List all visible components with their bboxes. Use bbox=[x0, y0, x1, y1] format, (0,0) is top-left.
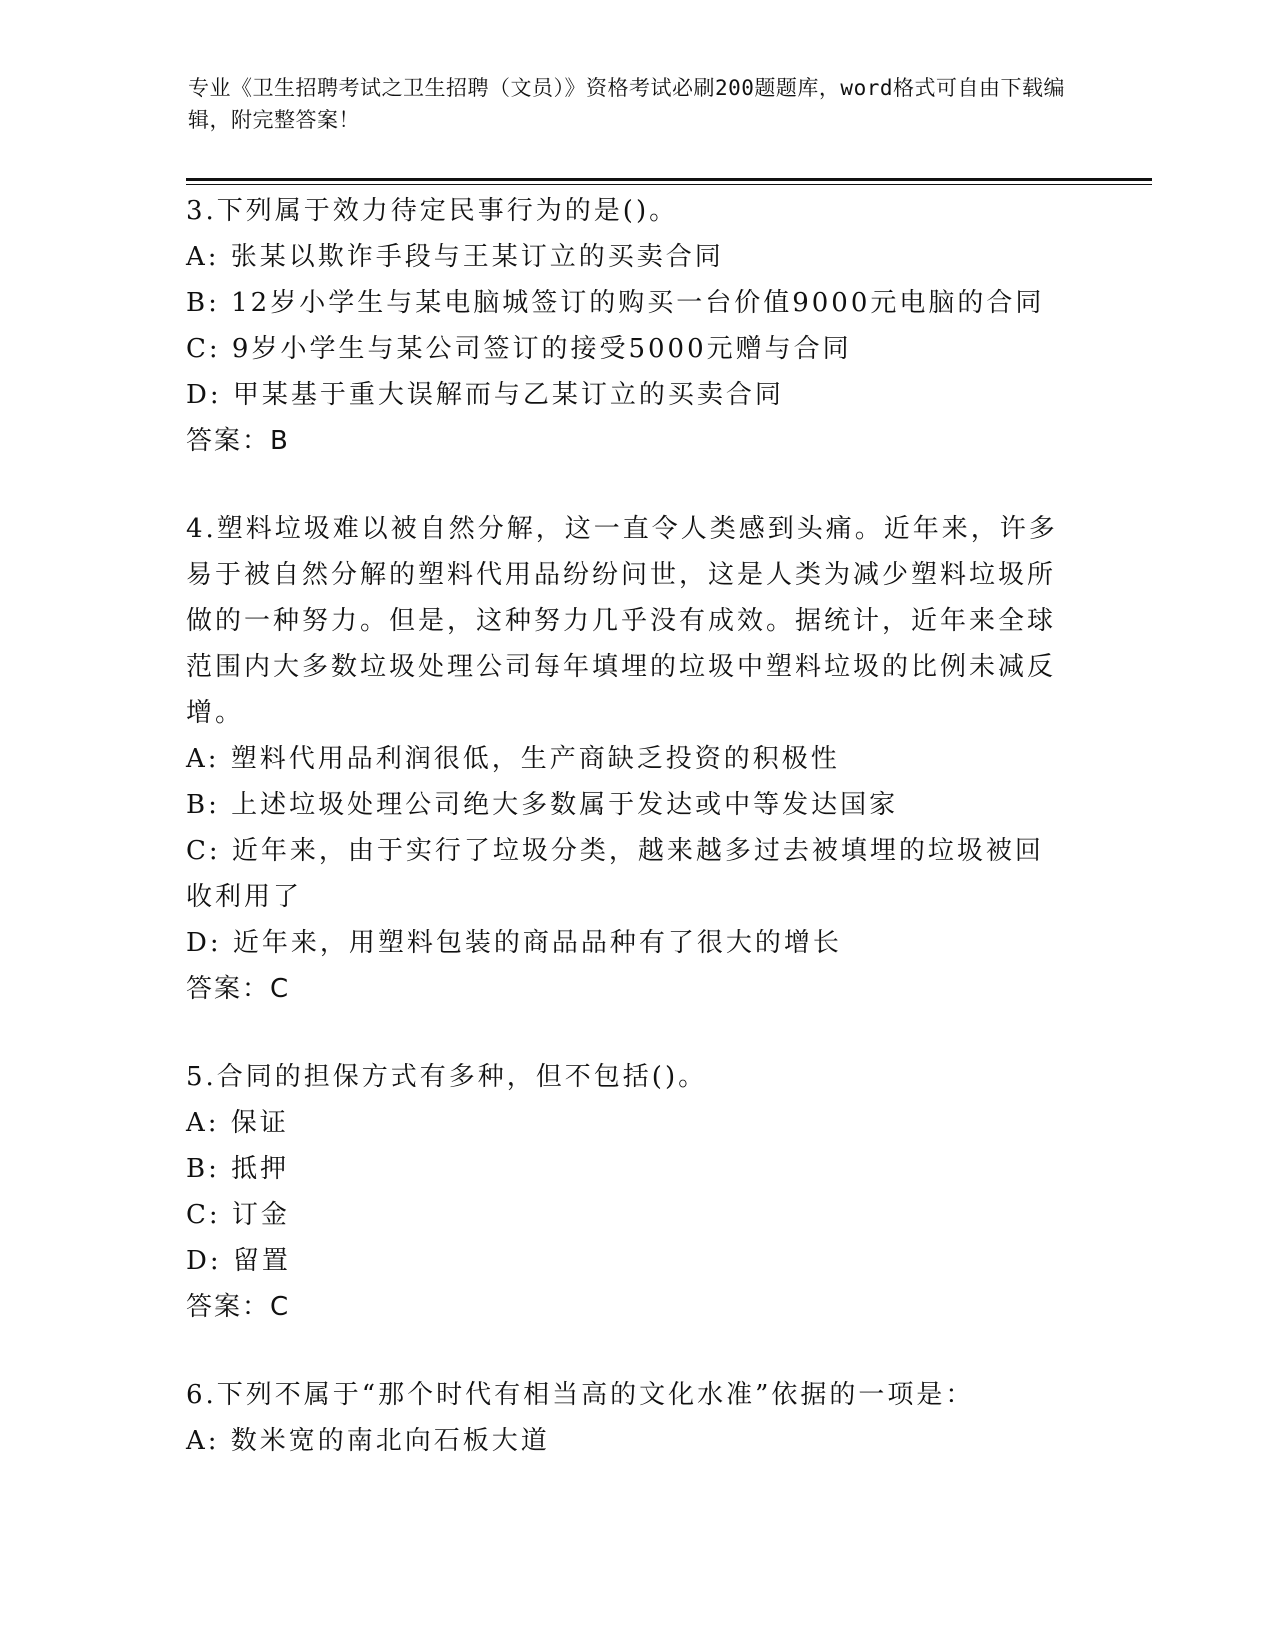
document-header: 专业《卫生招聘考试之卫生招聘（文员）》资格考试必刷200题题库，word格式可自由下载编辑，附完整答案！ bbox=[188, 76, 1065, 132]
option-d: D: 甲某基于重大误解而与乙某订立的买卖合同 bbox=[186, 380, 784, 410]
question-3 bbox=[186, 188, 1086, 464]
option-d: D: 近年来，用塑料包装的商品品种有了很大的增长 bbox=[186, 928, 842, 958]
option-b: B: 上述垃圾处理公司绝大多数属于发达或中等发达国家 bbox=[186, 790, 899, 820]
header-divider-thin bbox=[186, 184, 1152, 185]
option-c: C: 9岁小学生与某公司签订的接受5000元赠与合同 bbox=[186, 334, 852, 364]
question-4 bbox=[186, 506, 1086, 1012]
option-a: A: 数米宽的南北向石板大道 bbox=[186, 1426, 550, 1456]
question-stem: 6.下列不属于“那个时代有相当高的文化水准”依据的一项是： bbox=[186, 1380, 975, 1410]
answer: 答案：C bbox=[186, 1292, 291, 1322]
question-stem: 4.塑料垃圾难以被自然分解，这一直令人类感到头痛。近年来，许多易于被自然分解的塑料代用品纷纷问世，这是人类为减少塑料垃圾所做的一种努力。但是，这种努力几乎没有成效。据统计，近年来全球范围内大多数垃圾处理公司每年填埋的垃圾中塑料垃圾的比例未减反增。 bbox=[186, 514, 1058, 728]
answer: 答案：C bbox=[186, 974, 291, 1004]
option-c: C: 订金 bbox=[186, 1200, 290, 1230]
question-list bbox=[186, 188, 1086, 1464]
question-5 bbox=[186, 1054, 1086, 1330]
question-stem: 3.下列属于效力待定民事行为的是()。 bbox=[186, 196, 679, 226]
answer: 答案：B bbox=[186, 426, 290, 456]
option-a: A: 塑料代用品利润很低，生产商缺乏投资的积极性 bbox=[186, 744, 840, 774]
option-b: B: 12岁小学生与某电脑城签订的购买一台价值9000元电脑的合同 bbox=[186, 288, 1045, 318]
option-c: C: 近年来，由于实行了垃圾分类，越来越多过去被填埋的垃圾被回收利用了 bbox=[186, 836, 1044, 912]
option-a: A: 保证 bbox=[186, 1108, 289, 1138]
option-d: D: 留置 bbox=[186, 1246, 291, 1276]
question-6 bbox=[186, 1372, 1086, 1464]
option-b: B: 抵押 bbox=[186, 1154, 290, 1184]
option-a: A: 张某以欺诈手段与王某订立的买卖合同 bbox=[186, 242, 724, 272]
header-divider-thick bbox=[186, 178, 1152, 181]
question-stem: 5.合同的担保方式有多种，但不包括()。 bbox=[186, 1062, 708, 1092]
